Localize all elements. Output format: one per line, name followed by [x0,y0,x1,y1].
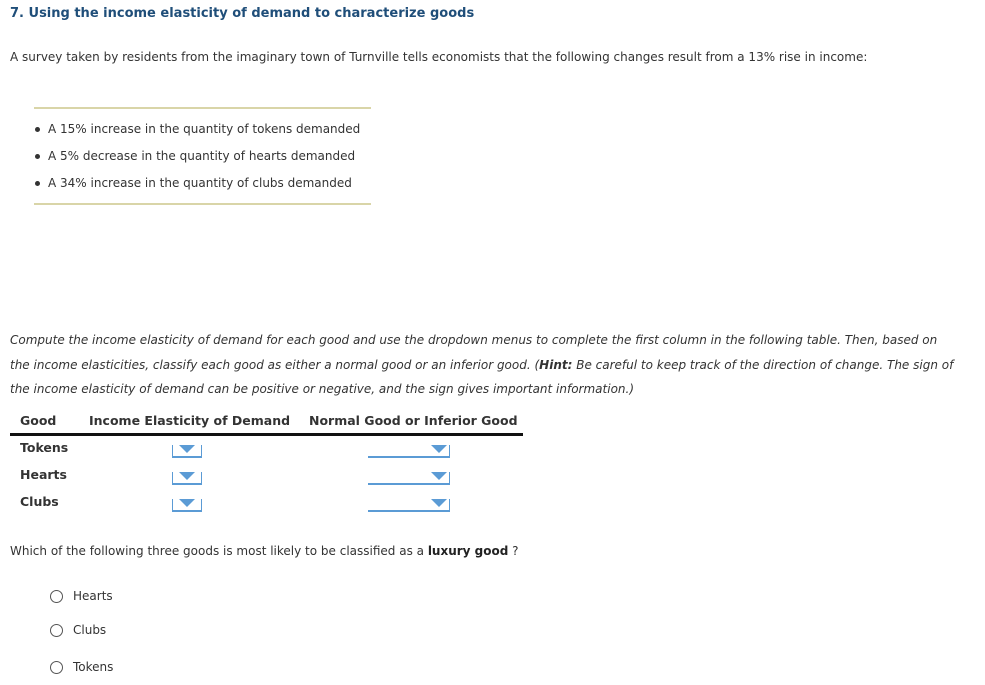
row-label-tokens: Tokens [20,440,69,455]
luxury-good-emphasis: luxury good [427,544,509,558]
row-label-clubs: Clubs [20,494,59,509]
luxury-question-text: Which of the following three goods is most likely to be classified as a luxury good ? [10,544,519,558]
elasticity-dropdown-tokens[interactable] [172,445,202,458]
intro-text: A survey taken by residents from the imaginary town of Turnville tells economists that the following changes result from a 13% rise in income: [10,50,868,64]
column-header-elasticity: Income Elasticity of Demand [89,413,291,428]
chevron-down-icon [179,499,195,507]
chevron-down-icon [431,472,447,480]
question-title: 7. Using the income elasticity of demand to characterize goods [10,6,475,21]
radio-option-tokens[interactable]: Tokens [50,659,113,675]
row-label-hearts: Hearts [20,467,67,482]
radio-option-hearts[interactable]: Hearts [50,588,113,604]
list-item: A 5% decrease in the quantity of hearts demanded [34,147,360,174]
bullet-icon [35,154,40,159]
classification-dropdown-hearts[interactable] [368,472,450,485]
bullet-box-top-rule [34,107,371,109]
list-item: A 34% increase in the quantity of clubs demanded [34,174,360,201]
change-list [34,120,360,201]
classification-dropdown-clubs[interactable] [368,499,450,512]
radio-option-clubs[interactable]: Clubs [50,622,106,638]
chevron-down-icon [431,499,447,507]
instructions-text: Compute the income elasticity of demand for each good and use the dropdown menus to complete the first column in the following table. Then, based on the income elasticities, classify each good as either a normal good or an inferior good. (Hint: Be careful to keep track of the direction of change. The sign of the income elasticity of demand can be positive or negative, and the sign gives important information.) [10,333,954,396]
radio-button-icon[interactable] [50,624,63,637]
radio-button-icon[interactable] [50,590,63,603]
chevron-down-icon [431,445,447,453]
list-item: A 15% increase in the quantity of tokens demanded [34,120,360,147]
classification-dropdown-tokens[interactable] [368,445,450,458]
bullet-icon [35,181,40,186]
chevron-down-icon [179,445,195,453]
column-header-classification: Normal Good or Inferior Good [309,413,518,428]
radio-button-icon[interactable] [50,661,63,674]
hint-label: Hint: [539,357,573,372]
chevron-down-icon [179,472,195,480]
bullet-box-bottom-rule [34,203,371,205]
elasticity-dropdown-clubs[interactable] [172,499,202,512]
elasticity-dropdown-hearts[interactable] [172,472,202,485]
table-header-rule [10,433,523,436]
bullet-icon [35,127,40,132]
column-header-good: Good [20,413,57,428]
